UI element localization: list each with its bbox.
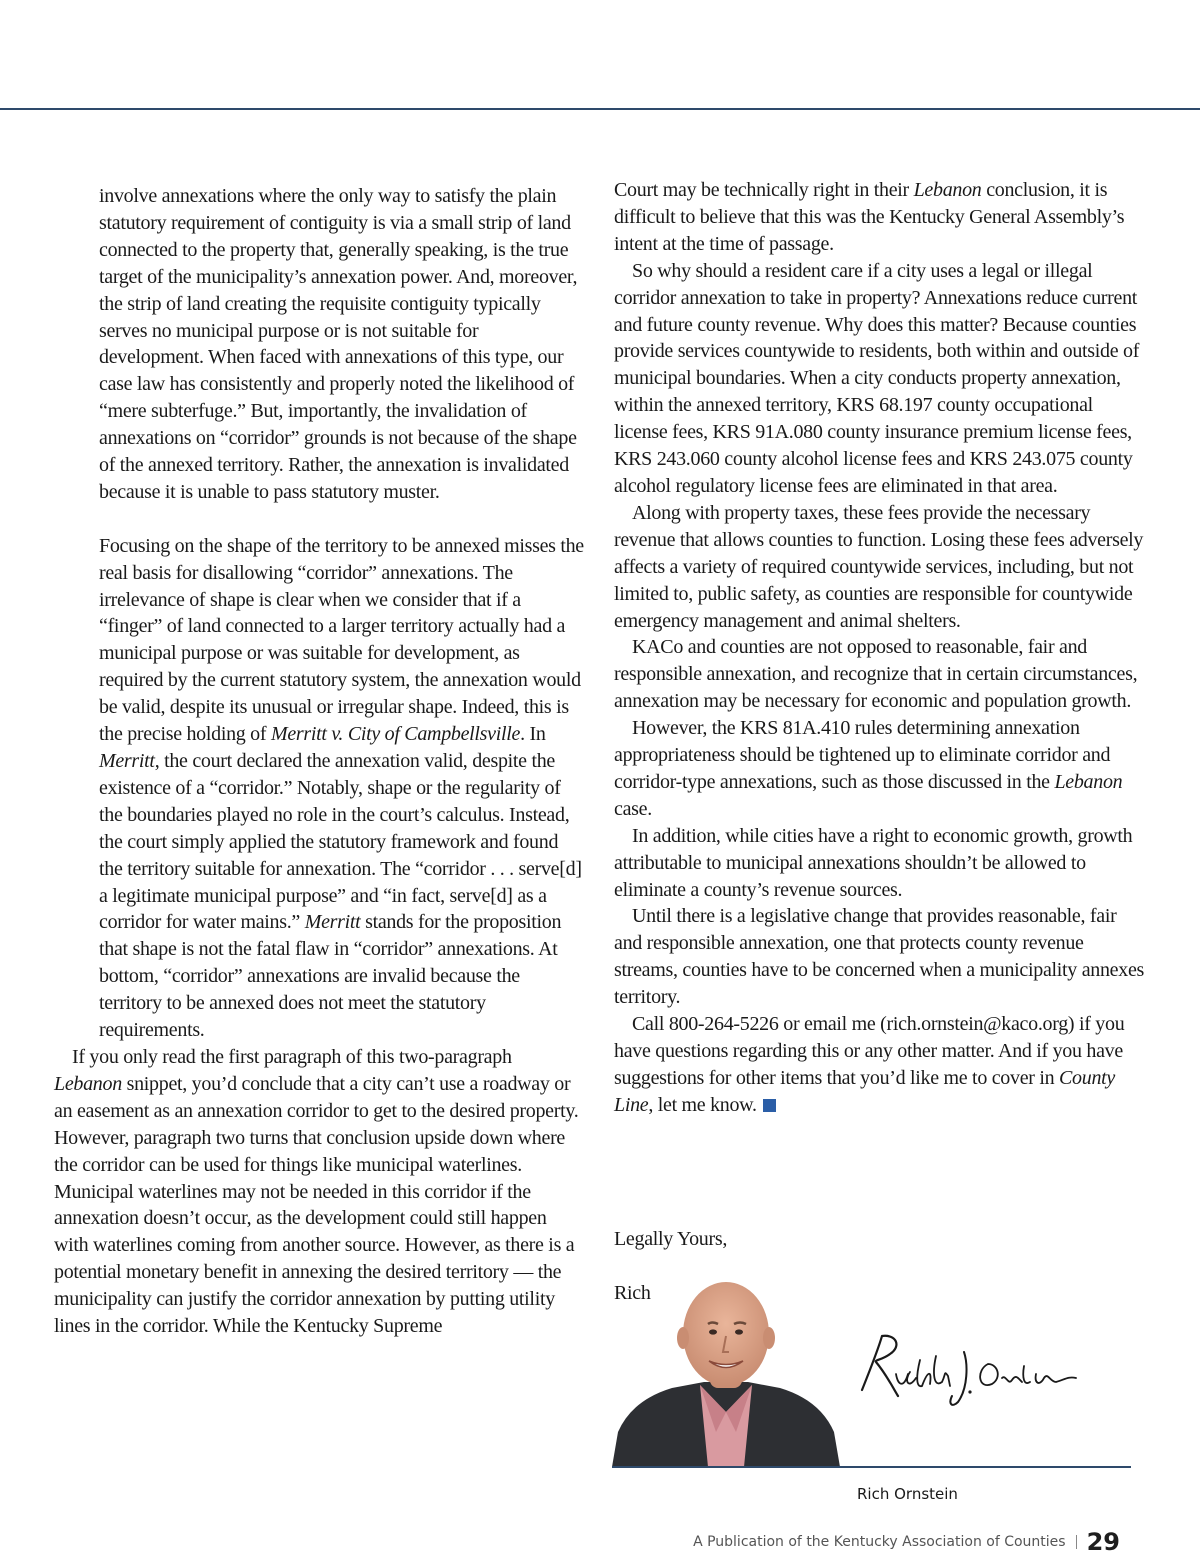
body-paragraph-4: KACo and counties are not opposed to reasonable, fair and responsible annexation, and recognize that in certain circumstances, annexation may be necessary for economic and population growth. — [614, 636, 1138, 713]
quote-paragraph-1: involve annexations where the only way to satisfy the plain statutory requirement of contiguity is via a small strip of land connected to the property that, generally speaking, is the true target of the municipality’s annexation power. And, moreover, the strip of land creating the requisite contiguity typically serves no municipal purpose or is not suitable for development. When faced with annexations of this type, our case law has consistently and properly noted the likelihood of “mere subterfuge.” But, importantly, the invalidation of annexations on “corridor” grounds is not because of the shape of the annexed territory. Rather, the annexation is invalidated because it is unable to pass statutory muster. — [99, 185, 578, 503]
author-portrait — [612, 1282, 840, 1467]
closing — [614, 1226, 728, 1304]
first-name: Rich — [614, 1282, 651, 1304]
block-quote — [54, 183, 584, 1044]
handwritten-signature — [852, 1330, 1084, 1412]
signature-name: Rich Ornstein — [857, 1485, 958, 1503]
body-paragraph-7: Until there is a legislative change that provides reasonable, fair and responsible annexation, one that protects county revenue streams, counties have to be concerned when a municipality annexes territory. — [614, 905, 1145, 1009]
left-column — [54, 183, 584, 1340]
case-citation: Merritt v. City of Campbellsville — [270, 723, 521, 746]
page-number: 29 — [1086, 1528, 1120, 1556]
body-paragraph-1-continued: Court may be technically right in their Lebanon conclusion, it is difficult to believe that this was the Kentucky General Assembly’s intent at the time of passage. — [614, 179, 1125, 255]
body-paragraph-8: Call 800-264-5226 or email me (rich.ornstein@kaco.org) if you have questions regarding this or any other matter. And if you have suggestions for other items that you’d like me to cover in County Line, let me know. — [614, 1013, 1125, 1116]
body-paragraph-6: In addition, while cities have a right to economic growth, growth attributable to municipal annexations shouldn’t be allowed to eliminate a county’s revenue sources. — [614, 824, 1133, 901]
quote-paragraph-2: Focusing on the shape of the territory to be annexed misses the real basis for disallowing “corridor” annexations. The irrelevance of shape is clear when we consider that if a “finger” of land connected to a larger territory actually had a municipal purpose or was suitable for development, as required by the current statutory system, the annexation would be valid, despite its unusual or irregular shape. Indeed, this is the precise holding of Merritt v. City of Campbellsville. In Merritt, the court declared the annexation valid, despite the existence of a “corridor.” Notably, shape or the regularity of the boundaries played no role in the court’s calculus. Instead, the court simply applied the statutory framework and found the territory suitable for annexation. The “corridor . . . serve[d] a legitimate municipal purpose” and “in fact, serve[d] as a corridor for water mains.” Merritt stands for the proposition that shape is not the fatal flaw in “corridor” annexations. At bottom, “corridor” annexations are invalid because the territory to be annexed does not meet the statutory requirements. — [99, 534, 584, 1042]
signature-rule — [612, 1466, 1131, 1468]
body-paragraph-5: However, the KRS 81A.410 rules determining annexation appropriateness should be tightened up to eliminate corridor and corridor-type annexations, such as those discussed in the Lebanon case. — [614, 717, 1123, 820]
body-paragraph-3: Along with property taxes, these fees provide the necessary revenue that allows counties to function. Losing these fees adversely affects a variety of required countywide services, including, but not limited to, public safety, as counties are responsible for countywide emergency management and animal shelters. — [614, 501, 1144, 632]
right-column — [614, 177, 1149, 1119]
body-paragraph-1: If you only read the first paragraph of this two-paragraph Lebanon snippet, you’d conclude that a city can’t use a roadway or an easement as an annexation corridor to get to the desired property. However, paragraph two turns that conclusion upside down where the corridor can be used for things like municipal waterlines. Municipal waterlines may not be needed in this corridor if the annexation doesn’t occur, as the development could still happen with waterlines coming from another source. However, as there is a potential monetary benefit in annexing the desired territory — the municipality can justify the corridor annexation by putting utility lines in the corridor. While the Kentucky Supreme — [54, 1045, 579, 1338]
sign-off: Legally Yours, — [614, 1228, 728, 1250]
header-rule — [0, 108, 1200, 110]
publication-line: A Publication of the Kentucky Association of Counties — [693, 1534, 1066, 1550]
end-of-article-mark — [763, 1099, 776, 1112]
footer-separator — [1076, 1535, 1077, 1549]
body-paragraph-2: So why should a resident care if a city uses a legal or illegal corridor annexation to take in property? Annexations reduce current and future county revenue. Why does this matter? Because counties provide services countywide to residents, both within and outside of municipal boundaries. When a city conducts property annexation, within the annexed territory, KRS 68.197 county occupational license fees, KRS 91A.080 county insurance premium license fees, KRS 243.060 county alcohol license fees and KRS 243.075 county alcohol regulatory license fees are eliminated in that area. — [614, 259, 1140, 497]
page-footer — [693, 1528, 1120, 1556]
